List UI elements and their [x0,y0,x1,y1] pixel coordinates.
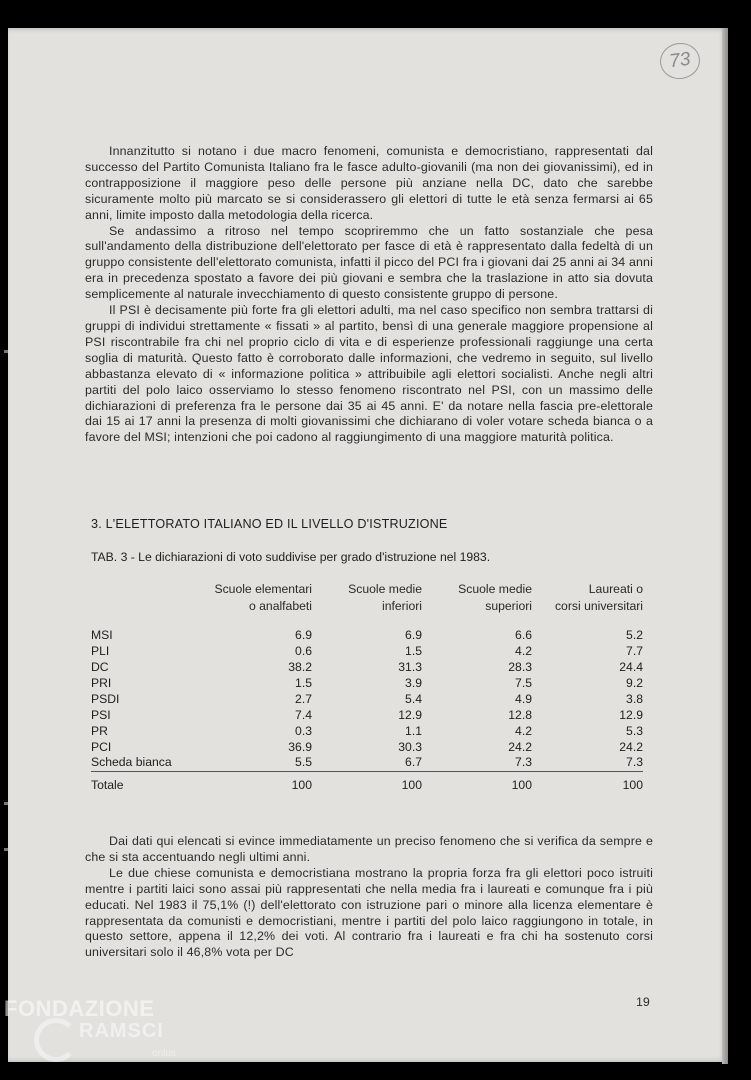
watermark-line1: FONDAZIONE [4,996,155,1021]
paragraph: Innanzitutto si notano i due macro fenomeni, comunista e democristiano, rappresentati dal successo del Partito Comunista Italiano fra le fasce adulto-giovanili (ma non dei giovanissimi), ed in contrapposizione il maggiore peso delle persone più anziane nella DC, dato che sarebbe sicuramente molto più marcato se si considerassero gli elettori di tutte le età senza fermarsi ai 65 anni, limite imposto dalla metodologia della ricerca. [85,144,653,222]
table-row: DC 38.2 31.3 28.3 24.4 [91,660,643,674]
table-row: PLI 0.6 1.5 4.2 7.7 [91,644,643,658]
page-number: 19 [636,995,650,1009]
section-heading: 3. L'ELETTORATO ITALIANO ED IL LIVELLO D'ISTRUZIONE [91,517,448,531]
paragraph: Dai dati qui elencati si evince immediatamente un preciso fenomeno che si verifica da sempre e che si sta accentuando negli ultimi anni. [85,834,653,864]
body-text-bottom [85,834,653,961]
table-row: Scheda bianca 5.5 6.7 7.3 7.3 [91,755,643,769]
table-row: PRI 1.5 3.9 7.5 9.2 [91,676,643,690]
binding-mark [4,350,8,353]
table-row: PR 0.3 1.1 4.2 5.3 [91,724,643,738]
table-row: PSDI 2.7 5.4 4.9 3.8 [91,692,643,706]
handwritten-annotation: 73 [658,40,703,81]
table-row: PSI 7.4 12.9 12.8 12.9 [91,708,643,722]
column-header: Laureati o corsi universitari [554,582,643,613]
watermark-line3: onlus [152,1048,176,1059]
paragraph: Se andassimo a ritroso nel tempo scopriremmo che un fatto sostanziale che pesa sull'andamento della distribuzione dell'elettorato per fasce di età è rappresentato dalla fedeltà di un gruppo consistente dell'elettorato comunista, infatti il picco del PCI fra i giovani dai 25 anni ai 34 anni era in precedenza spostato a favore dei più giovani e sembra che la traslazione in atto sia dovuta semplicemente al naturale invecchiamento di questo consistente gruppo di persone. [85,223,653,302]
watermark-g-icon [34,1018,78,1062]
watermark-logo [4,996,194,1066]
binding-mark [4,848,8,851]
page-edge [722,28,728,1064]
watermark-line2: RAMSCI [79,1020,164,1042]
table-row: PCI 36.9 30.3 24.2 24.2 [91,740,643,754]
column-header: Scuole elementari o analfabeti [214,582,312,613]
column-header: Scuole medie inferiori [348,582,422,613]
body-text-top [85,144,653,446]
table-total-row: Totale 100 100 100 100 [91,778,643,792]
column-header: Scuole medie superiori [458,582,532,613]
paragraph: Il PSI è decisamente più forte fra gli elettori adulti, ma nel caso specifico non sembra trattarsi di gruppi di individui strettamente « fissati » al partito, bensì di una generale maggiore propensione al PSI riscontrabile fra chi nel proprio ciclo di vita e di esperienze professionali raggiunge una certa soglia di maturità. Questo fatto è corroborato dalle informazioni, che vedremo in seguito, sul livello abbastanza elevato di « informazione politica » attribuibile agli elettori socialisti. Anche negli altri partiti del polo laico osserviamo lo stesso fenomeno riscontrato nel PSI, con un massimo delle dichiarazioni di preferenza fra le persone dai 35 ai 45 anni. E' da notare nella fascia pre-elettorale dai 15 ai 17 anni la presenza di molti giovanissimi che dichiarano di voler votare scheda bianca o a favore del MSI; intenzioni che poi cadono al raggiungimento di una maggiore maturità politica. [85,303,653,445]
table-caption: TAB. 3 - Le dichiarazioni di voto suddivise per grado d'istruzione nel 1983. [91,550,491,564]
paragraph: Le due chiese comunista e democristiana mostrano la propria forza fra gli elettori poco istruiti mentre i partiti laici sono assai più rappresentati che nella media fra i laureati e comunque fra i più educati. Nel 1983 il 75,1% (!) dell'elettorato con istruzione pari o minore alla licenza elementare è rappresentata da comunisti e democristiani, mentre i partiti del polo laico raggiungono in totale, in questo settore, appena il 12,2% dei voti. Al contrario fra i laureati e fra chi ha sostenuto corsi universitari solo il 46,8% vota per DC [85,865,653,960]
binding-mark [4,802,8,805]
table-divider [91,771,643,772]
table-row: MSI 6.9 6.9 6.6 5.2 [91,628,643,642]
